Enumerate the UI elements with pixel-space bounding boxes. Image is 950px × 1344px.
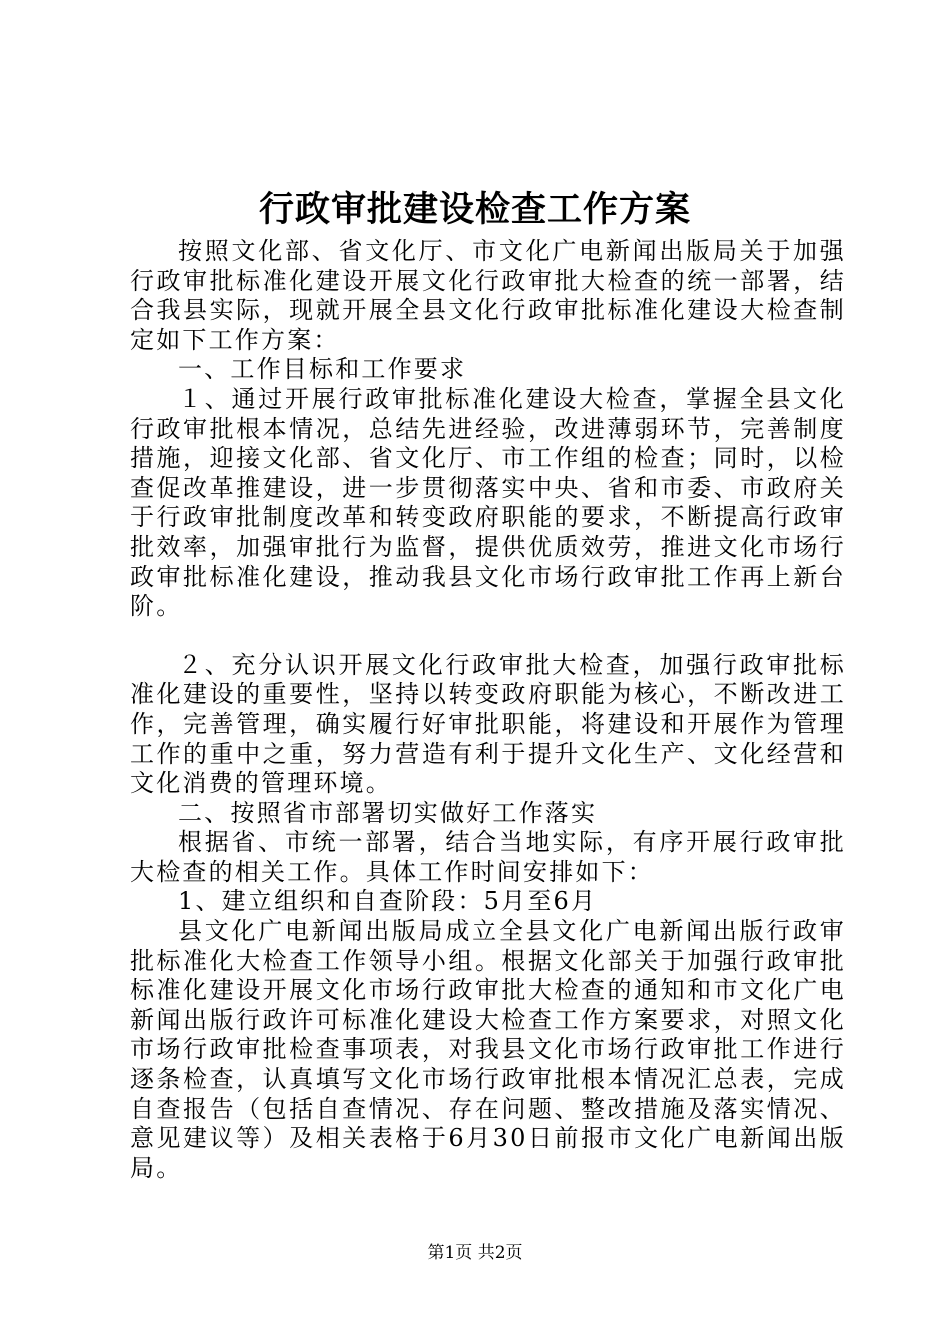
phase-heading-1: 1、建立组织和自查阶段：5月至6月 [178,887,598,916]
section-heading-2: 二、按照省市部署切实做好工作落实 [178,798,598,827]
schedule-intro-paragraph: 根据省、市统一部署，结合当地实际，有序开展行政审批大检查的相关工作。具体工作时间安排如下： [130,828,846,886]
document-body [130,237,846,1183]
section-heading-1: 一、工作目标和工作要求 [178,355,467,384]
page-number-footer: 第1页 共2页 [427,1243,523,1263]
document-title: 行政审批建设检查工作方案 [258,189,691,230]
intro-paragraph: 按照文化部、省文化厅、市文化广电新闻出版局关于加强行政审批标准化建设开展文化行政审批大检查的统一部署，结合我县实际，现就开展全县文化行政审批标准化建设大检查制定如下工作方案： [130,237,846,354]
goal-paragraph-1: １、通过开展行政审批标准化建设大检查，掌握全县文化行政审批根本情况，总结先进经验，改进薄弱环节，完善制度措施，迎接文化部、省文化厅、市工作组的检查；同时，以检查促改革推建设，进一步贯彻落实中央、省和市委、市政府关于行政审批制度改革和转变政府职能的要求，不断提高行政审批效率，加强审批行为监督，提供优质效劳，推进文化市场行政审批标准化建设，推动我县文化市场行政审批工作再上新台阶。 [130,384,846,621]
phase-1-paragraph: 县文化广电新闻出版局成立全县文化广电新闻出版行政审批标准化大检查工作领导小组。根据文化部关于加强行政审批标准化建设开展文化市场行政审批大检查的通知和市文化广电新闻出版行政许可标准化建设大检查工作方案要求，对照文化市场行政审批检查事项表，对我县文化市场行政审批工作进行逐条检查，认真填写文化市场行政审批根本情况汇总表，完成自查报告（包括自查情况、存在问题、整改措施及落实情况、意见建议等）及相关表格于6月30日前报市文化广电新闻出版局。 [130,917,846,1182]
goal-paragraph-2: ２、充分认识开展文化行政审批大检查，加强行政审批标准化建设的重要性，坚持以转变政府职能为核心，不断改进工作，完善管理，确实履行好审批职能，将建设和开展作为管理工作的重中之重，努力营造有利于提升文化生产、文化经营和文化消费的管理环境。 [130,650,846,798]
